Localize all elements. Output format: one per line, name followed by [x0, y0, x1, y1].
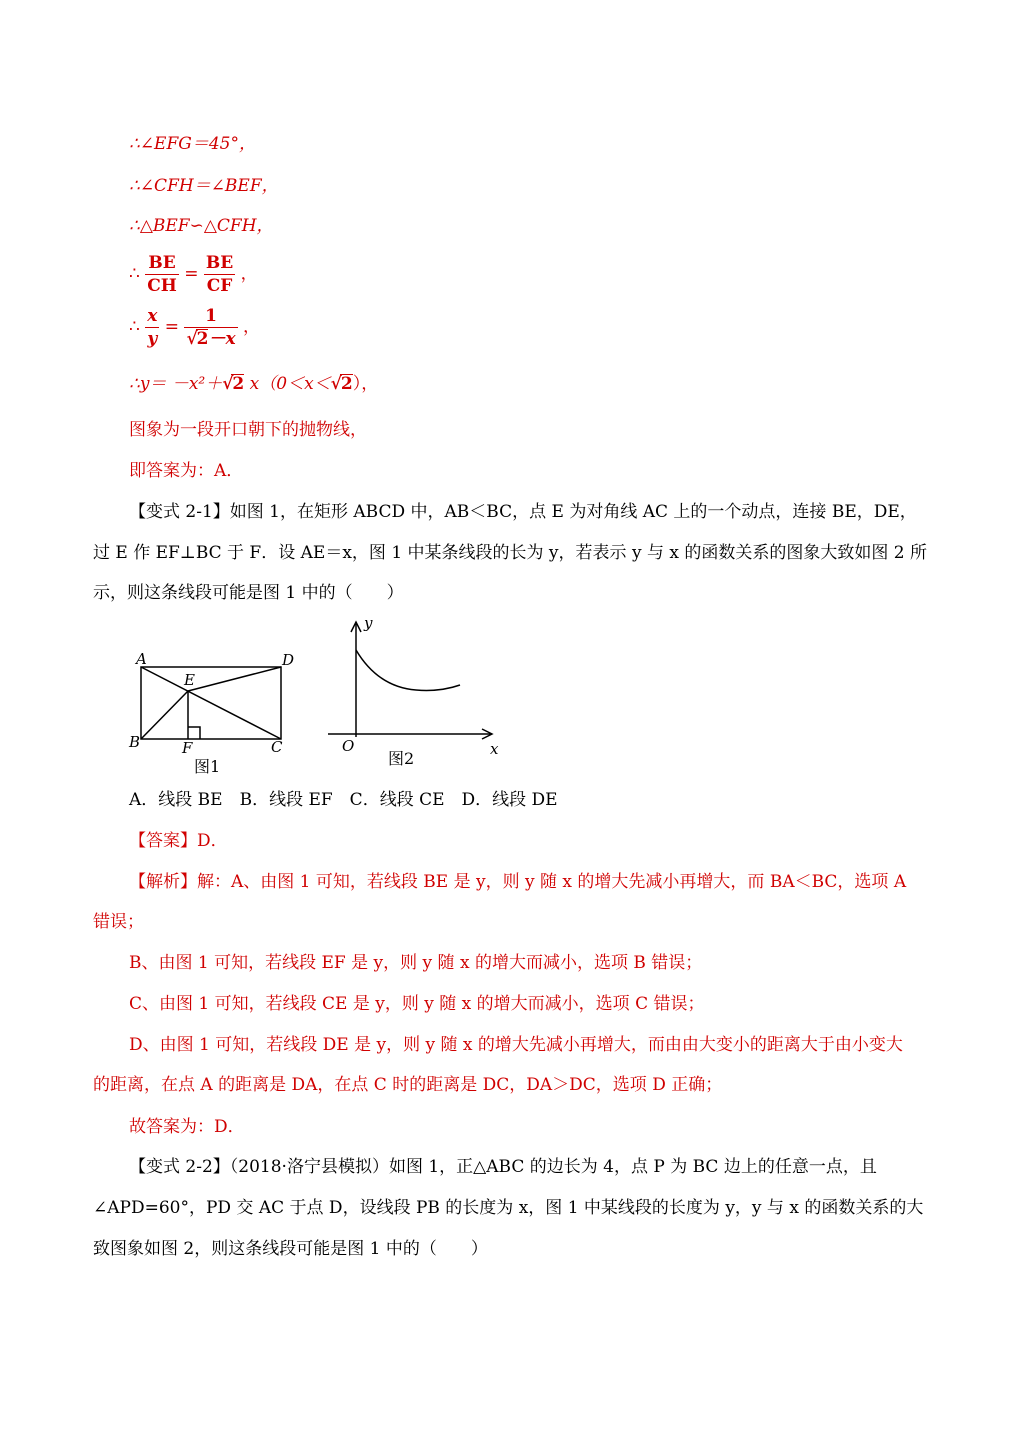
label-e: E [184, 671, 195, 689]
solution-fraction-2: ∴ $\frac{x}{y}$ = $\frac{1}{√2-x}$ ， [129, 306, 261, 349]
label-b: B [129, 733, 141, 751]
solution-line-8: 即答案为：A． [129, 461, 244, 481]
label-d: D [282, 651, 295, 669]
analysis-line-3: B、由图 1 可知，若线段 EF 是 y，则 y 随 x 的增大而减小，选项 B 错误； [129, 953, 703, 973]
question-2-1-line-1: 【变式 2-1】如图 1，在矩形 ABCD 中，AB＜BC，点 E 为对角线 AC 上的一个动点，连接 BE，DE， [129, 502, 917, 522]
analysis-line-6: 的距离，在点 A 的距离是 DA，在点 C 时的距离是 DC，DA＞DC，选项 D 正确； [93, 1075, 723, 1095]
analysis-line-1: 【解析】解：A、由图 1 可知，若线段 BE 是 y，则 y 随 x 的增大先减小再增大，而 BA＜BC，选项 A [129, 872, 907, 892]
analysis-line-4: C、由图 1 可知，若线段 CE 是 y，则 y 随 x 的增大而减小，选项 C 错误； [129, 994, 705, 1014]
figure-2-caption: 图2 [388, 749, 415, 768]
curve [356, 650, 460, 690]
question-2-2-line-3: 致图象如图 2，则这条线段可能是图 1 中的（ ） [93, 1239, 488, 1259]
solution-line-1: ∴∠EFG＝45°， [129, 134, 256, 154]
label-f: F [182, 739, 193, 757]
answer-2-1: 【答案】D． [129, 831, 228, 851]
axis-x-label: x [490, 740, 499, 758]
question-2-2-line-2: ∠APD=60°，PD 交 AC 于点 D，设线段 PB 的长度为 x，图 1 中某线段的长度为 y，y 与 x 的函数关系的大 [93, 1198, 924, 1218]
question-2-2-line-1: 【变式 2-2】（2018·洛宁县模拟）如图 1，正△ABC 的边长为 4，点 P 为 BC 边上的任意一点，且 [129, 1157, 877, 1177]
label-a: A [136, 650, 147, 668]
figure-2-graph [320, 612, 510, 774]
question-2-1-line-3: 示，则这条线段可能是图 1 中的（ ） [93, 583, 404, 603]
axis-y-label: y [364, 614, 373, 632]
label-c: C [271, 738, 283, 756]
solution-line-7: 图象为一段开口朝下的抛物线， [129, 420, 367, 440]
question-2-1-line-2: 过 E 作 EF⊥BC 于 F．设 AE＝x，图 1 中某条线段的长为 y，若表示 y 与 x 的函数关系的图象大致如图 2 所 [93, 543, 927, 563]
solution-line-3: ∴△BEF∽△CFH， [129, 216, 274, 236]
right-angle-mark [188, 727, 200, 739]
analysis-line-5: D、由图 1 可知，若线段 DE 是 y，则 y 随 x 的增大先减小再增大，而由由大变小的距离大于由小变大 [129, 1035, 903, 1055]
solution-line-2: ∴∠CFH＝∠BEF， [129, 176, 279, 196]
figure-1-rectangle [124, 645, 304, 780]
figure-1-caption: 图1 [194, 757, 221, 776]
origin-label: O [342, 737, 355, 755]
solution-fraction-1: ∴ $\frac{BE}{CH}$ = $\frac{BE}{CF}$ ， [129, 253, 258, 296]
segment-de [188, 667, 281, 691]
question-2-1-options: A．线段 BE B．线段 EF C．线段 CE D．线段 DE [129, 790, 558, 810]
solution-line-6: ∴y＝ －x²＋√2 x（0＜x＜√2）， [129, 374, 379, 394]
analysis-line-7: 故答案为：D． [129, 1117, 245, 1137]
diagonal-ac [141, 667, 281, 739]
segment-be [141, 691, 188, 739]
analysis-line-2: 错误； [93, 912, 144, 932]
